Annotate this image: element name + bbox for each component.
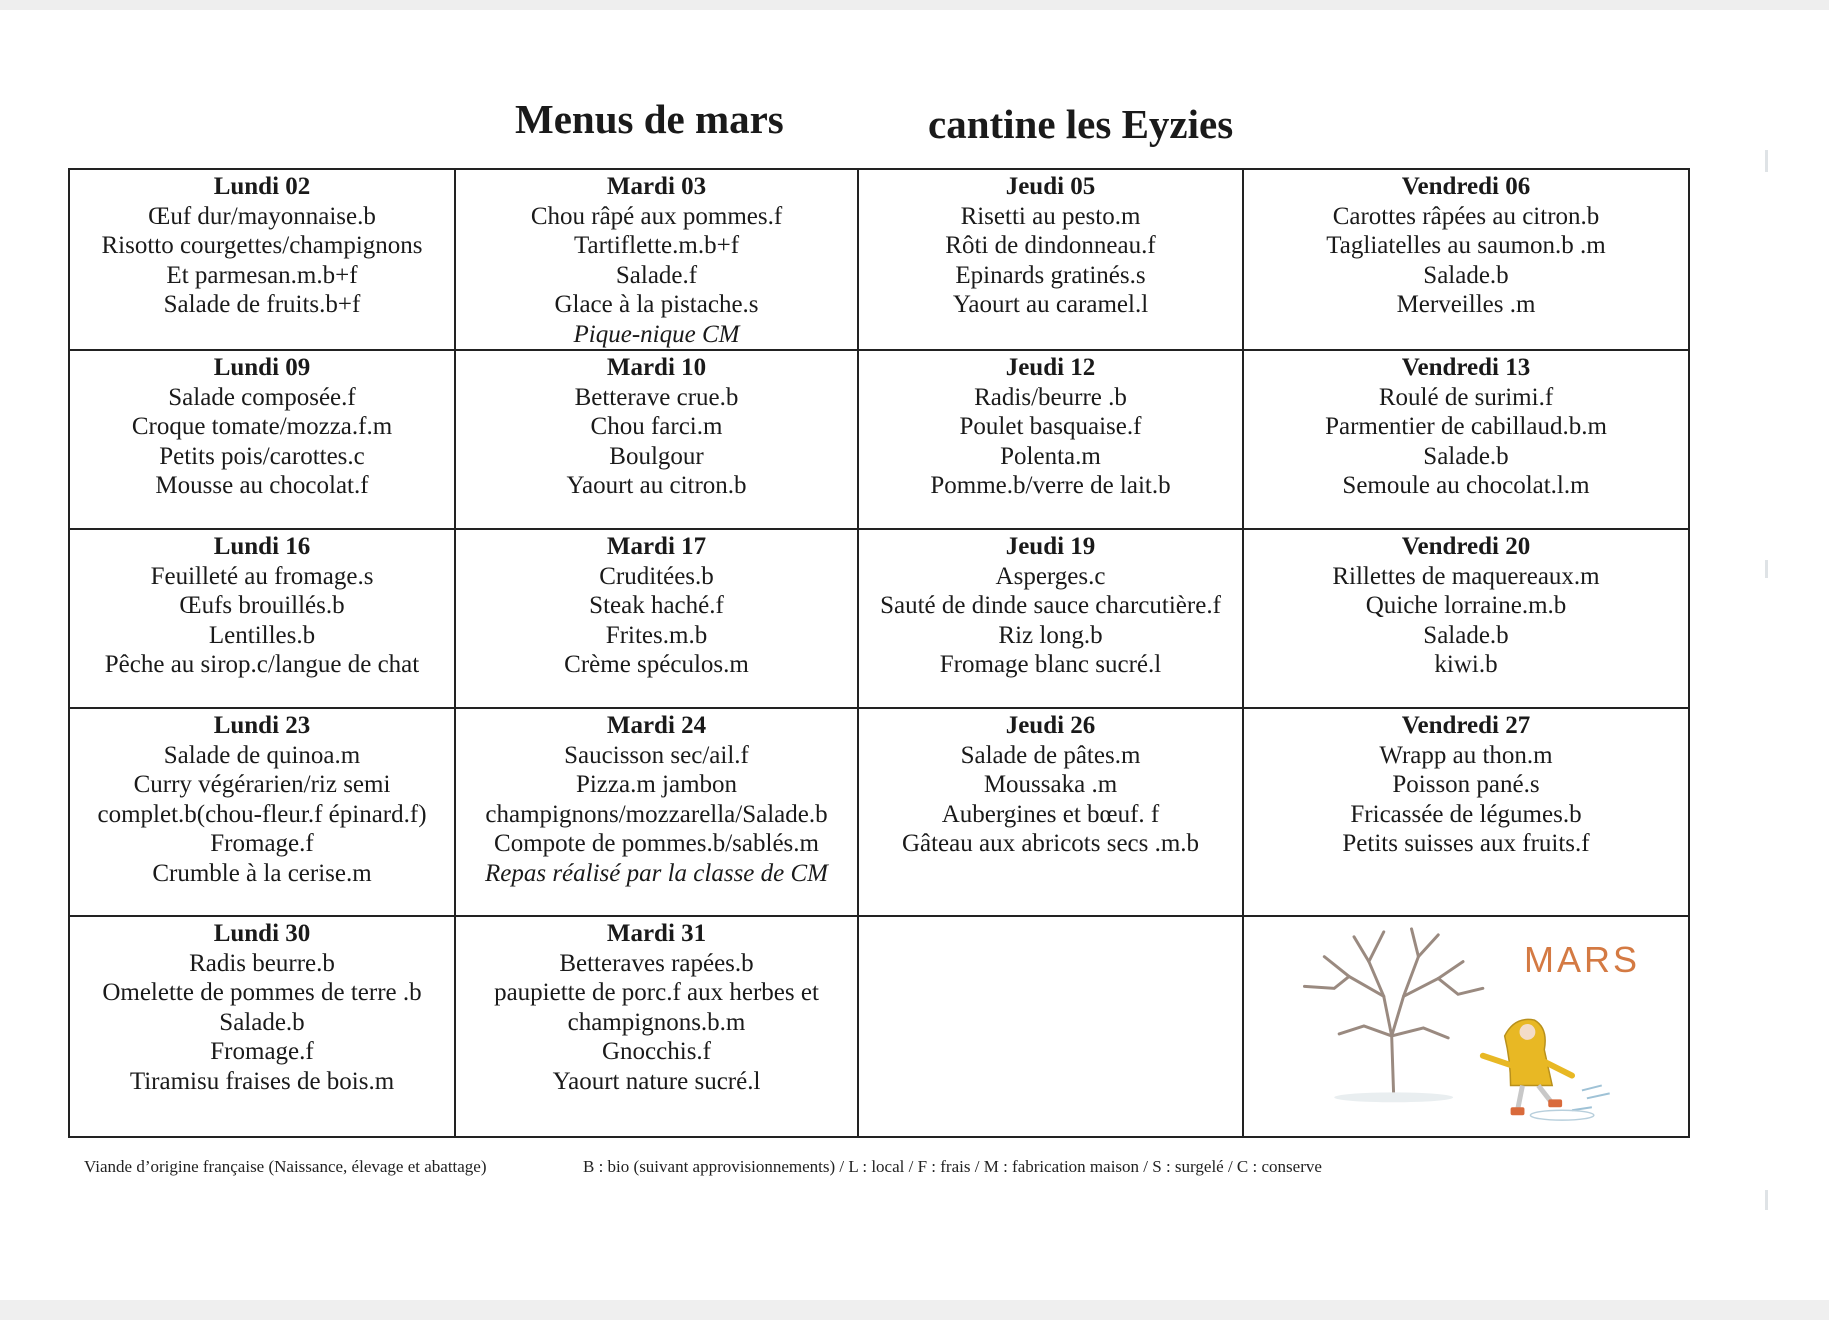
dish: Epinards gratinés.s (955, 261, 1146, 289)
day-title: Lundi 09 (213, 354, 311, 381)
menu-grid (68, 168, 1690, 1138)
dish: Croque tomate/mozza.f.m (131, 413, 393, 440)
dish: Pomme.b/verre de lait.b (930, 472, 1171, 499)
dish: Œufs brouillés.b (179, 592, 345, 619)
dish: Salade composée.f (168, 383, 356, 411)
dish: paupiette de porc.f aux herbes et (494, 979, 819, 1006)
day-cell (455, 169, 858, 350)
dish: Et parmesan.m.b+f (166, 261, 358, 289)
day-cell (69, 529, 455, 708)
dish: champignons.b.m (567, 1008, 746, 1036)
day-cell (69, 708, 455, 916)
dish: Sauté de dinde sauce charcutière.f (880, 592, 1221, 619)
dish: Salade.b (1423, 442, 1509, 470)
day-cell (1243, 708, 1689, 916)
scan-mark (1765, 150, 1768, 172)
dish: Mousse au chocolat.f (155, 472, 369, 499)
dish: Compote de pommes.b/sablés.m (494, 830, 819, 857)
dish: Wrapp au thon.m (1379, 741, 1553, 769)
bare-tree-icon (1304, 929, 1482, 1095)
dish: Radis beurre.b (189, 949, 335, 977)
dish: Salade.b (1423, 621, 1509, 649)
dish: Yaourt au caramel.l (952, 291, 1149, 318)
dish: Poisson pané.s (1392, 771, 1540, 798)
day-cell (858, 169, 1243, 350)
day-cell (858, 529, 1243, 708)
dish: Pizza.m jambon (575, 771, 738, 798)
day-title: Vendredi 20 (1401, 533, 1531, 560)
day-title: Mardi 17 (606, 533, 707, 560)
day-cell (455, 708, 858, 916)
week-row (69, 916, 1689, 1137)
dish: Glace à la pistache.s (554, 291, 759, 318)
week-row (69, 708, 1689, 916)
dish: kiwi.b (1434, 651, 1498, 678)
day-title: Vendredi 27 (1401, 712, 1531, 739)
child-in-raincoat-icon (1483, 1019, 1572, 1115)
splash-lines (1572, 1085, 1610, 1110)
dish: Salade de quinoa.m (163, 741, 361, 769)
puddle (1530, 1110, 1593, 1120)
dish: Curry végérarien/riz semi (133, 771, 391, 798)
scan-mark (1765, 1190, 1768, 1210)
dish: complet.b(chou-fleur.f épinard.f) (97, 800, 427, 828)
dish: Fromage.f (210, 1038, 314, 1065)
week-row (69, 350, 1689, 529)
dish: Parmentier de cabillaud.b.m (1325, 413, 1607, 440)
day-cell (69, 169, 455, 350)
dish: Steak haché.f (589, 592, 724, 619)
day-title: Lundi 02 (213, 173, 311, 200)
dish: Cruditées.b (599, 562, 714, 590)
week-row (69, 529, 1689, 708)
dish: Merveilles .m (1396, 291, 1536, 318)
empty-cell (858, 916, 1243, 1137)
dish: Tagliatelles au saumon.b .m (1326, 232, 1606, 259)
dish: Œuf dur/mayonnaise.b (148, 202, 376, 230)
day-title: Mardi 24 (606, 712, 707, 739)
dish: Feuilleté au fromage.s (150, 562, 374, 590)
dish: Tiramisu fraises de bois.m (129, 1067, 395, 1095)
day-title: Lundi 23 (213, 712, 311, 739)
day-title: Jeudi 26 (1005, 712, 1096, 739)
dish: Petits pois/carottes.c (159, 442, 365, 470)
dish: Aubergines et bœuf. f (941, 800, 1160, 828)
dish: Petits suisses aux fruits.f (1342, 830, 1590, 857)
dish: Betteraves rapées.b (559, 949, 754, 977)
dish: Salade.b (219, 1008, 305, 1036)
dish: Semoule au chocolat.l.m (1342, 472, 1590, 499)
day-title: Vendredi 13 (1401, 354, 1531, 381)
dish: champignons/mozzarella/Salade.b (485, 800, 828, 828)
dish: Radis/beurre .b (974, 383, 1127, 411)
dish: Rillettes de maquereaux.m (1332, 562, 1600, 590)
day-cell (455, 350, 858, 529)
dish: Poulet basquaise.f (959, 413, 1142, 440)
snow-patch (1334, 1092, 1453, 1102)
dish: Betterave crue.b (574, 383, 739, 411)
dish: Asperges.c (995, 562, 1106, 590)
illustration-title: MARS (1524, 939, 1641, 980)
day-cell (1243, 169, 1689, 350)
dish: Crème spéculos.m (564, 651, 749, 678)
day-title: Mardi 03 (606, 173, 707, 200)
day-note: Pique-nique CM (573, 320, 740, 348)
dish: Roulé de surimi.f (1378, 383, 1554, 411)
day-cell (455, 529, 858, 708)
dish: Frites.m.b (605, 621, 708, 649)
legend-origin: Viande d’origine française (Naissance, élevage et abattage) (84, 1157, 487, 1176)
dish: Riz long.b (998, 621, 1103, 649)
day-cell (1243, 350, 1689, 529)
day-title: Mardi 31 (606, 920, 707, 947)
dish: Yaourt au citron.b (566, 472, 747, 499)
scan-top-edge (0, 0, 1829, 10)
dish: Fromage.f (210, 830, 314, 857)
day-cell (69, 350, 455, 529)
dish: Saucisson sec/ail.f (564, 741, 749, 769)
dish: Salade.f (615, 261, 698, 289)
dish: Fricassée de légumes.b (1350, 800, 1582, 828)
day-cell (858, 350, 1243, 529)
week-row (69, 169, 1689, 350)
dish: Pêche au sirop.c/langue de chat (104, 651, 420, 678)
dish: Salade.b (1423, 261, 1509, 289)
dish: Crumble à la cerise.m (152, 859, 372, 887)
dish: Rôti de dindonneau.f (945, 232, 1156, 259)
day-cell (1243, 529, 1689, 708)
day-cell (455, 916, 858, 1137)
day-title: Jeudi 12 (1005, 354, 1096, 381)
day-title: Jeudi 19 (1005, 533, 1096, 560)
dish: Gnocchis.f (602, 1038, 711, 1065)
scan-bottom-edge (0, 1300, 1829, 1320)
dish: Moussaka .m (983, 771, 1118, 798)
dish: Lentilles.b (208, 621, 316, 649)
dish: Chou farci.m (590, 413, 723, 440)
day-cell (69, 916, 455, 1137)
page-title: Menus de mars (515, 96, 784, 142)
dish: Risotto courgettes/champignons (101, 232, 423, 259)
dish: Omelette de pommes de terre .b (102, 979, 422, 1006)
dish: Boulgour (609, 442, 704, 470)
dish: Polenta.m (1000, 442, 1101, 470)
dish: Tartiflette.m.b+f (573, 232, 740, 259)
day-title: Lundi 16 (213, 533, 311, 560)
dish: Gâteau aux abricots secs .m.b (901, 830, 1200, 857)
dish: Carottes râpées au citron.b (1332, 202, 1600, 230)
day-title: Jeudi 05 (1005, 173, 1096, 200)
day-cell (858, 708, 1243, 916)
legend-codes: B : bio (suivant approvisionnements) / L : local / F : frais / M : fabrication maison / S : surgelé / C : conserve (583, 1157, 1322, 1176)
day-note: Repas réalisé par la classe de CM (484, 859, 828, 887)
scan-mark (1765, 560, 1768, 578)
dish: Salade de fruits.b+f (163, 291, 361, 318)
dish: Salade de pâtes.m (960, 741, 1141, 769)
dish: Fromage blanc sucré.l (939, 651, 1162, 678)
dish: Risetti au pesto.m (960, 202, 1141, 230)
day-title: Mardi 10 (606, 354, 707, 381)
canteen-name: cantine les Eyzies (928, 101, 1234, 147)
dish: Chou râpé aux pommes.f (530, 202, 783, 230)
dish: Yaourt nature sucré.l (552, 1067, 761, 1095)
day-title: Vendredi 06 (1401, 173, 1531, 200)
dish: Quiche lorraine.m.b (1365, 592, 1567, 619)
day-title: Lundi 30 (213, 920, 311, 947)
illustration-cell (1243, 916, 1689, 1137)
